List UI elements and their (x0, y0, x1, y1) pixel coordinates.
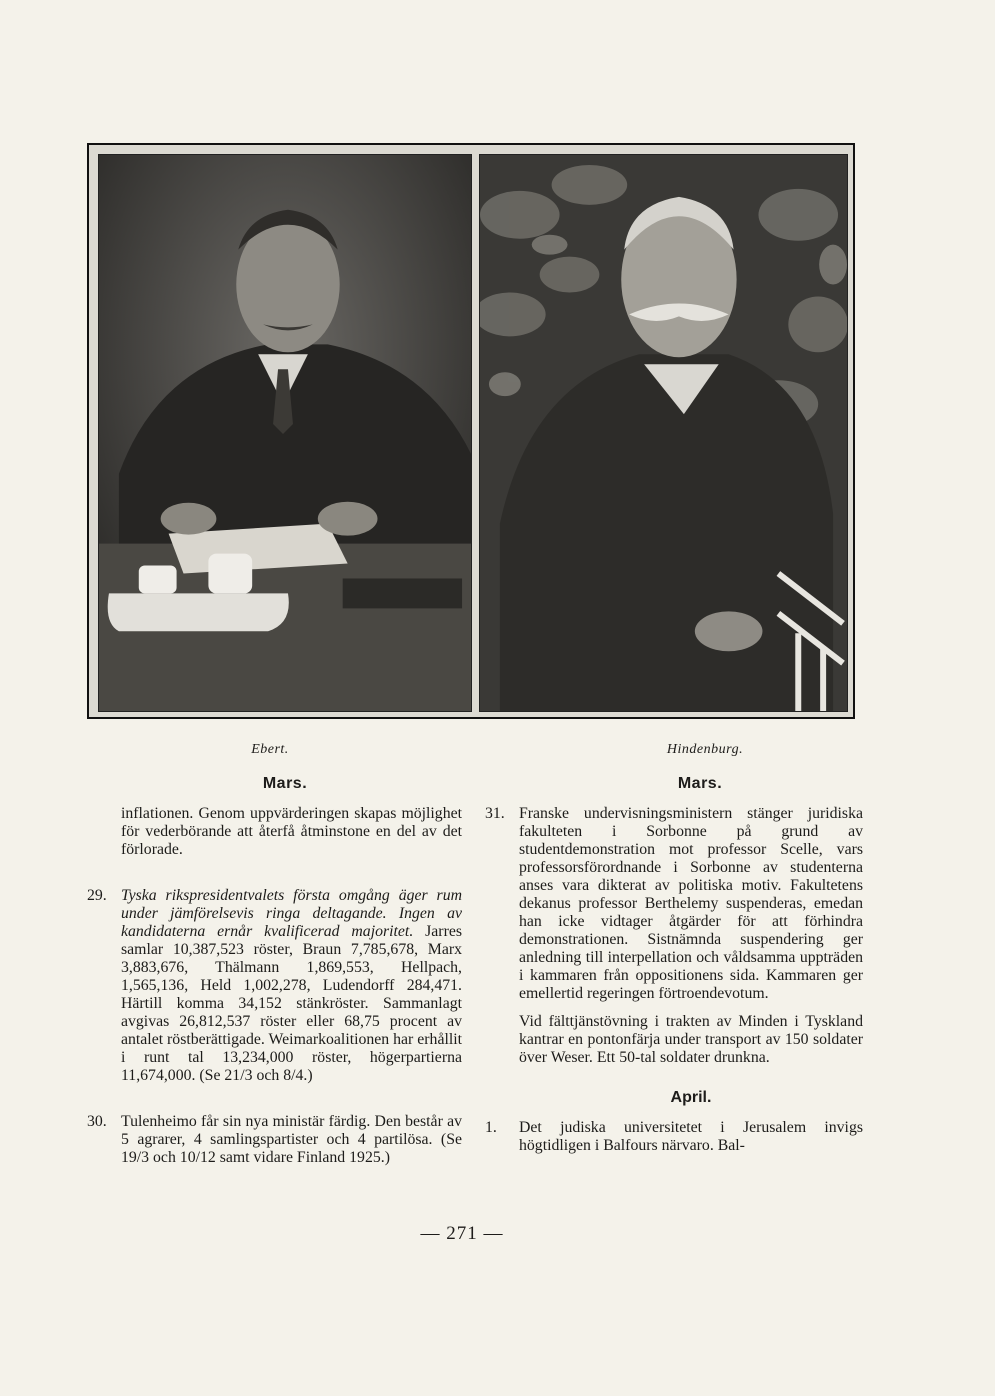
month-heading-left: Mars. (262, 775, 308, 792)
entry-number: 31. (485, 805, 505, 822)
caption-ebert: Ebert. (251, 742, 289, 757)
caption-hindenburg: Hindenburg. (666, 742, 744, 757)
entry-april-1 (485, 1119, 863, 1155)
right-column (485, 805, 863, 1155)
portrait-photo-hindenburg (479, 154, 848, 712)
entry-text: Tulenheimo får sin nya ministär färdig. Den består av 5 agrarer, 4 samlingspartister och 4 partilösa. (Se 19/3 och 10/12 samt vidare Finland 1925.) (121, 1113, 462, 1166)
month-heading-right: Mars. (677, 775, 723, 792)
continuation-paragraph: inflationen. Genom uppvärderingen skapas möjlighet för vederbörande att återfå åtminstone en del av det förlorade. (121, 805, 462, 858)
april-heading: April. (670, 1089, 712, 1106)
entry-text (121, 887, 462, 1085)
portrait-hindenburg-image (480, 155, 847, 711)
extra-paragraph: Vid fälttjänstövning i trakten av Minden i Tyskland kantrar en pontonfärja under transport av 150 soldater över Weser. Ett 50-tal soldater drunkna. (519, 1013, 863, 1066)
photo-plate (87, 143, 855, 719)
entry-30 (87, 1113, 462, 1167)
entry-body-text: Jarres samlar 10,387,523 röster, Braun 7,785,678, Marx 3,883,676, Thälmann 1,869,553, Hellpach, 1,565,136, Held 1,002,278, Ludendorff 284,471. Härtill komma 34,152 stänkröster. Sammanlagt avgivas 26,812,537 röster eller 68,75 procent av antalet röstberättigade. Weimarkoalitionen har erhållit i runt tal 13,234,000 röster, högerpartierna 11,674,000. (Se 21/3 och 8/4.) (121, 923, 463, 1084)
entry-29 (87, 887, 462, 1085)
entry-number: 29. (87, 887, 107, 904)
portrait-photo-ebert (98, 154, 472, 712)
entry-italic-text: Tyska rikspresidentvalets första omgång äger rum under jämförelsevis ringa deltagande. Ingen av kandidaterna ernår kvalificerad majoritet. (121, 887, 462, 940)
entry-31 (485, 805, 863, 1003)
entry-number: 30. (87, 1113, 107, 1130)
entry-number: 1. (485, 1119, 497, 1136)
portrait-ebert-image (99, 155, 471, 711)
entry-text: Franske undervisningsministern stänger juridiska fakulteten i Sorbonne på grund av studentdemonstration mot professor Scelle, vars professorsförordnande i Sorbonne av studenterna anses vara dikterat av politiska motiv. Fakultetens dekanus professor Berthelemy suspenderas, emedan han icke vidtager åtgärder för att förhindra demonstrationen. Sistnämnda suspendering ger anledning till interpellation och våldsamma uppträden i kammaren från oppositionens sida. Kammaren ger emellertid regeringen förtroendevotum. (519, 805, 863, 1002)
entry-text: Det judiska universitetet i Jerusalem invigs högtidligen i Balfours närvaro. Bal- (519, 1119, 863, 1154)
left-column (87, 805, 462, 1167)
page-number: — 271 — (420, 1223, 504, 1244)
